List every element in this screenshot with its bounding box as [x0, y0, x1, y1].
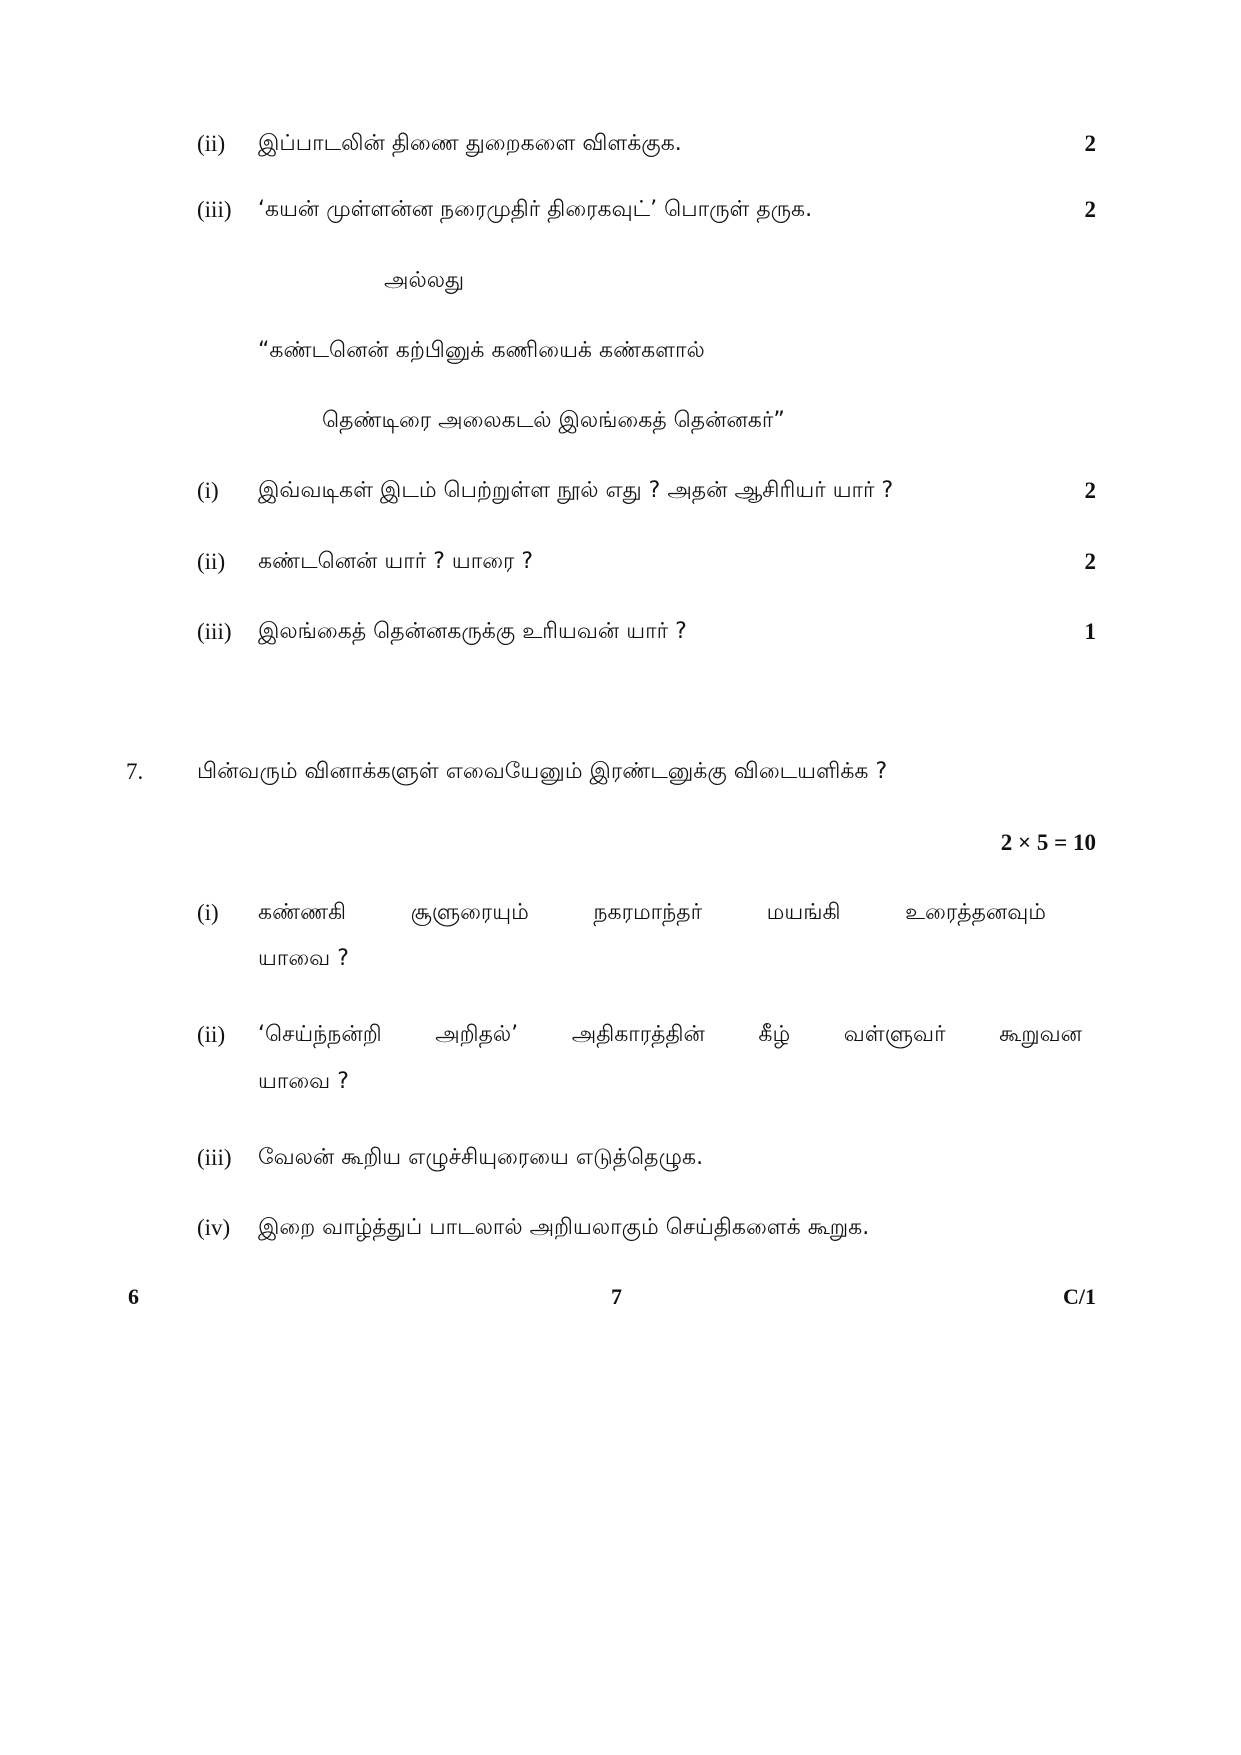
- verse-line: தெண்டிரை அலைகடல் இலங்கைத் தென்னகர்”: [322, 408, 785, 433]
- footer-code: C/1: [1063, 1284, 1096, 1309]
- item-label: (iv): [197, 1215, 231, 1240]
- item-marks: 2: [1084, 131, 1096, 156]
- question-number: 7.: [126, 759, 144, 784]
- or-separator: அல்லது: [384, 268, 465, 293]
- item-label: (ii): [197, 1022, 226, 1047]
- page-number: 7: [611, 1284, 622, 1309]
- item-text: இவ்வடிகள் இடம் பெற்றுள்ள நூல் எது ? அதன் ஆசிரியர் யார் ?: [258, 478, 894, 503]
- item-text: வேலன் கூறிய எழுச்சியுரையை எடுத்தெழுக.: [258, 1145, 704, 1170]
- verse-line: “கண்டனென் கற்பினுக் கணியைக் கண்களால்: [258, 338, 705, 363]
- item-marks: 1: [1084, 619, 1096, 644]
- question-marks: 2 × 5 = 10: [1000, 830, 1096, 855]
- item-text-continued: யாவை ?: [258, 946, 349, 971]
- item-label: (i): [197, 478, 219, 503]
- question-text: பின்வரும் வினாக்களுள் எவையேனும் இரண்டனுக்கு விடையளிக்க ?: [197, 759, 888, 784]
- item-marks: 2: [1084, 197, 1096, 222]
- item-text: ‘செய்ந்நன்றி அறிதல்’ அதிகாரத்தின் கீழ் வள்ளுவர் கூறுவன: [258, 1022, 1082, 1047]
- item-label: (ii): [197, 131, 226, 156]
- item-text: ‘கயன் முள்ளன்ன நரைமுதிர் திரைகவுட்’ பொருள் தருக.: [258, 197, 813, 222]
- item-label: (ii): [197, 549, 226, 574]
- item-text-continued: யாவை ?: [258, 1069, 349, 1094]
- item-text: கண்டனென் யார் ? யாரை ?: [258, 549, 534, 574]
- footer-left: 6: [128, 1284, 139, 1309]
- item-text: கண்ணகி சூளுரையும் நகரமாந்தர் மயங்கி உரைத்தனவும்: [258, 900, 1046, 925]
- item-label: (iii): [197, 619, 232, 644]
- item-text: இப்பாடலின் திணை துறைகளை விளக்குக.: [258, 131, 682, 156]
- item-text: இறை வாழ்த்துப் பாடலால் அறியலாகும் செய்திகளைக் கூறுக.: [258, 1215, 870, 1240]
- item-label: (iii): [197, 1145, 232, 1170]
- item-marks: 2: [1084, 478, 1096, 503]
- item-marks: 2: [1084, 549, 1096, 574]
- item-label: (iii): [197, 197, 232, 222]
- item-text: இலங்கைத் தென்னகருக்கு உரியவன் யார் ?: [258, 619, 687, 644]
- item-label: (i): [197, 900, 219, 925]
